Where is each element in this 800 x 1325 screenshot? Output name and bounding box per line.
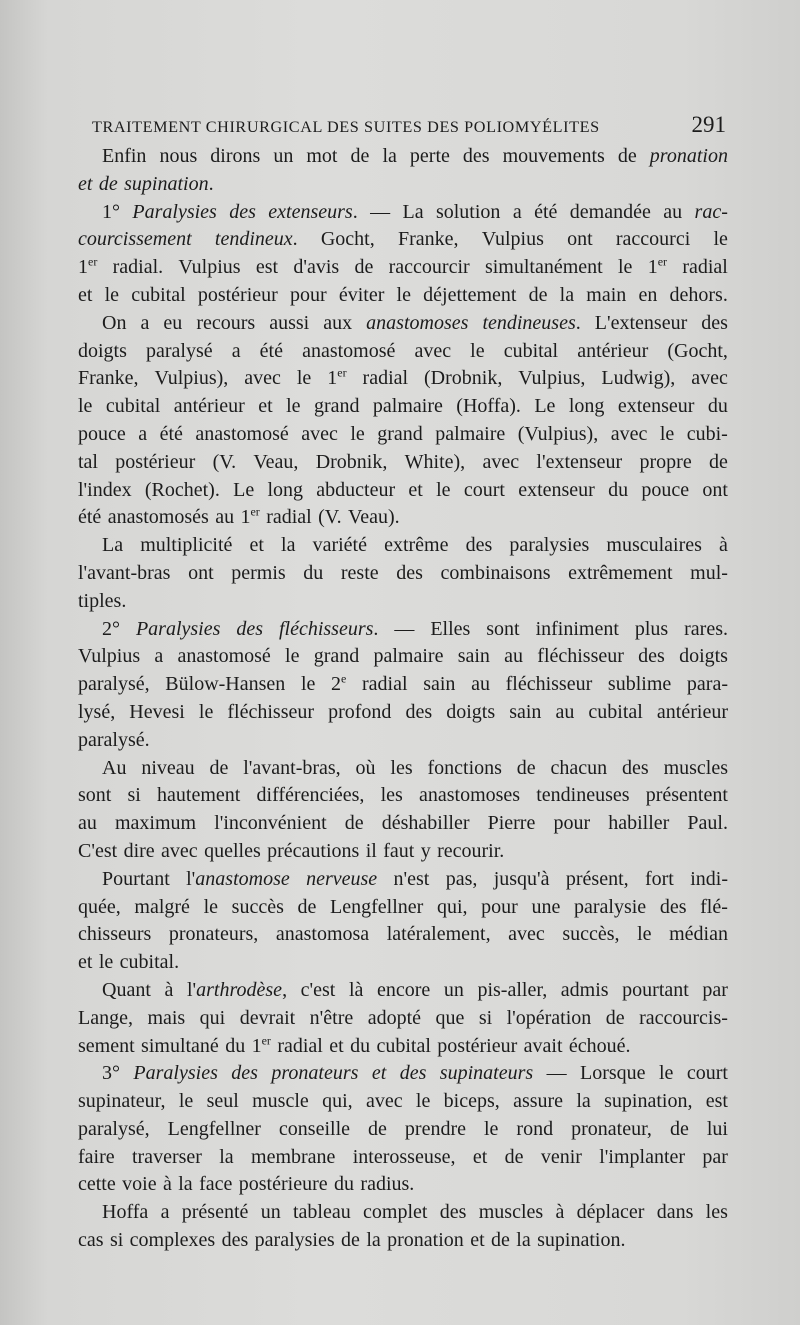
text-line: Vulpius a anastomosé le grand palmaire sain au fléchisseur des doigts	[78, 645, 728, 668]
text-line: l'avant-bras ont permis du reste des combinaisons extrêmement mul-	[78, 561, 728, 584]
text-line: lysé, Hevesi le fléchisseur profond des doigts sain au cubital antérieur	[78, 700, 728, 723]
text-line: Pourtant l'anastomose nerveuse n'est pas, jusqu'à présent, fort indi-	[102, 867, 728, 890]
text-line: Lange, mais qui devrait n'être adopté que si l'opération de raccourcis-	[78, 1006, 728, 1029]
text-line: et le cubital postérieur pour éviter le déjettement de la main en dehors.	[78, 283, 728, 306]
text-line: supinateur, le seul muscle qui, avec le biceps, assure la supination, est	[78, 1090, 728, 1113]
text-line: 1° Paralysies des extenseurs. — La solution a été demandée au rac-	[102, 200, 728, 223]
text-line: au maximum l'inconvénient de déshabiller Pierre pour habiller Paul.	[78, 812, 728, 835]
text-line: et le cubital.	[78, 951, 180, 974]
text-line: C'est dire avec quelles précautions il faut y recourir.	[78, 839, 505, 862]
text-line: sement simultané du 1er radial et du cubital postérieur avait échoué.	[78, 1032, 631, 1057]
text-line: chisseurs pronateurs, anastomosa latéralement, avec succès, le médian	[78, 923, 728, 946]
running-title: TRAITEMENT CHIRURGICAL DES SUITES DES POLIOMYÉLITES	[92, 118, 600, 136]
text-line: Enfin nous dirons un mot de la perte des mouvements de pronation	[102, 145, 728, 167]
text-line: Hoffa a présenté un tableau complet des muscles à déplacer dans les	[102, 1201, 728, 1224]
page-header	[92, 112, 726, 138]
text-line: tal postérieur (V. Veau, Drobnik, White), avec l'extenseur propre de	[78, 450, 728, 473]
page-number: 291	[691, 112, 726, 137]
text-line: paralysé, Lengfellner conseille de prendre le rond pronateur, de lui	[78, 1117, 728, 1140]
text-line: Franke, Vulpius), avec le 1er radial (Drobnik, Vulpius, Ludwig), avec	[78, 365, 728, 390]
text-line: La multiplicité et la variété extrême des paralysies musculaires à	[102, 534, 728, 557]
text-line: tiples.	[78, 589, 127, 612]
text-line: cas si complexes des paralysies de la pronation et de la supination.	[78, 1229, 626, 1252]
text-line: faire traverser la membrane interosseuse, et de venir l'implanter par	[78, 1145, 728, 1168]
text-line: On a eu recours aussi aux anastomoses tendineuses. L'extenseur des	[102, 311, 728, 334]
text-line: 3° Paralysies des pronateurs et des supinateurs — Lorsque le court	[102, 1062, 728, 1085]
text-line: courcissement tendineux. Gocht, Franke, Vulpius ont raccourci le	[78, 228, 728, 251]
text-line: quée, malgré le succès de Lengfellner qui, pour une paralysie des flé-	[78, 895, 728, 918]
text-line: Au niveau de l'avant-bras, où les fonctions de chacun des muscles	[102, 756, 728, 779]
text-line: cette voie à la face postérieure du radius.	[78, 1173, 415, 1196]
text-line: 2° Paralysies des fléchisseurs. — Elles sont infiniment plus rares.	[102, 617, 728, 640]
text-line: le cubital antérieur et le grand palmaire (Hoffa). Le long extenseur du	[78, 395, 728, 418]
text-line: et de supination.	[78, 172, 214, 195]
text-line: sont si hautement différenciées, les anastomoses tendineuses présentent	[78, 784, 728, 807]
text-line: paralysé.	[78, 728, 150, 751]
text-line: 1er radial. Vulpius est d'avis de raccourcir simultanément le 1er radial	[78, 254, 728, 279]
text-line: pouce a été anastomosé avec le grand palmaire (Vulpius), avec le cubi-	[78, 422, 728, 445]
text-line: doigts paralysé a été anastomosé avec le cubital antérieur (Gocht,	[78, 339, 728, 362]
text-line: Quant à l'arthrodèse, c'est là encore un pis-aller, admis pourtant par	[102, 978, 728, 1001]
body-text	[78, 143, 728, 1255]
text-line: été anastomosés au 1er radial (V. Veau).	[78, 504, 400, 529]
text-line: paralysé, Bülow-Hansen le 2e radial sain au fléchisseur sublime para-	[78, 671, 728, 696]
text-line: l'index (Rochet). Le long abducteur et le court extenseur du pouce ont	[78, 478, 728, 501]
